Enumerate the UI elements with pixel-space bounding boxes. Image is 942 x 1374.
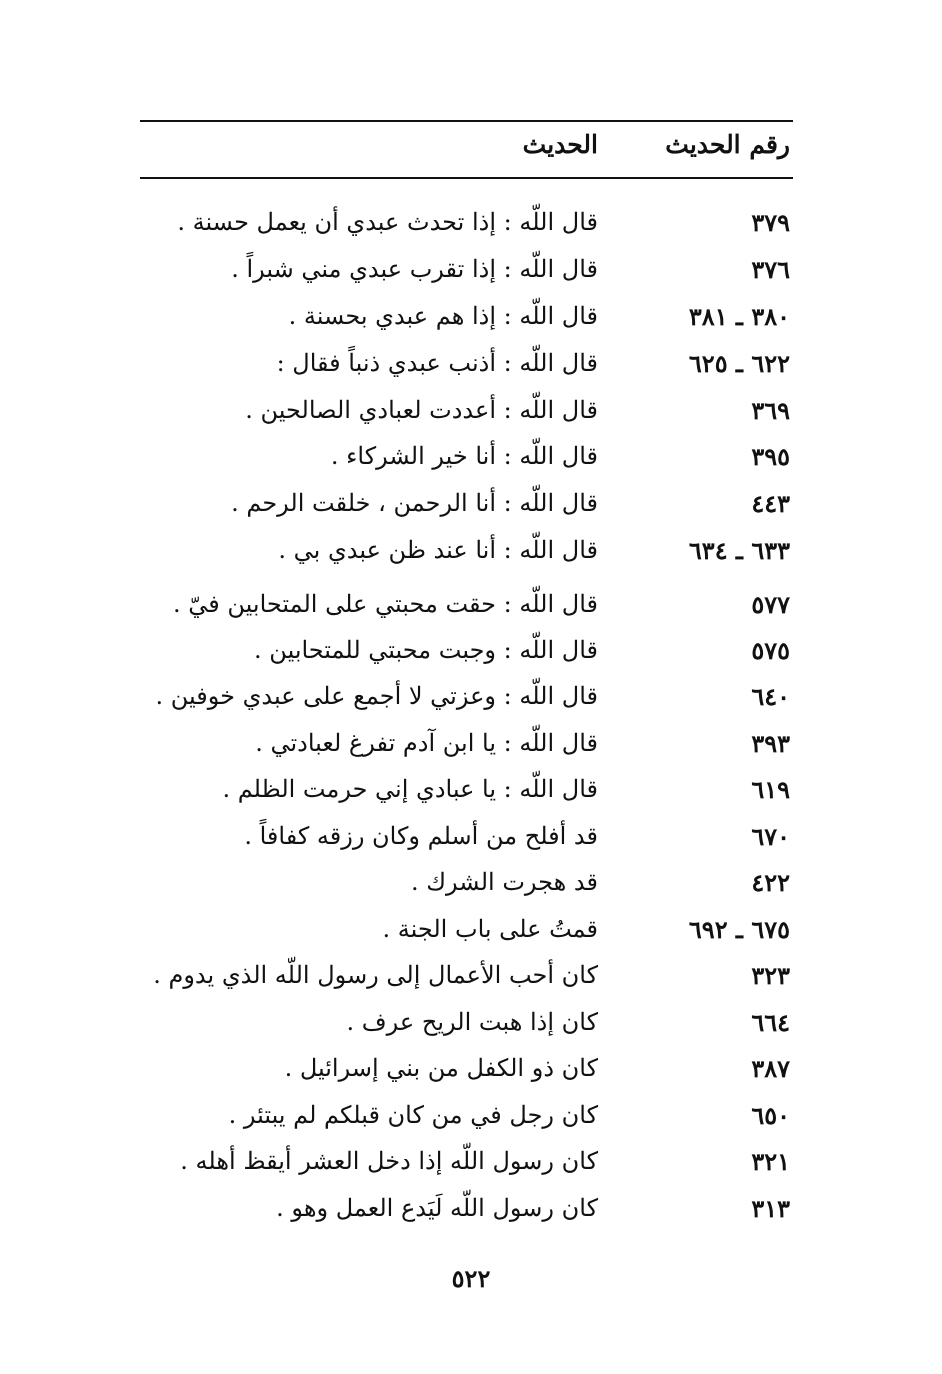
table-row xyxy=(140,1147,793,1187)
table-row xyxy=(140,396,793,436)
table-row xyxy=(140,442,793,482)
top-rule xyxy=(140,120,793,122)
table-row xyxy=(140,868,793,908)
table-row xyxy=(140,822,793,862)
hadith-number: ٣١٣ xyxy=(751,1194,790,1223)
hadith-number: ٦٢٢ ـ ٦٢٥ xyxy=(688,349,790,378)
hadith-text: كان أحب الأعمال إلى رسول اللّه الذي يدوم . xyxy=(153,961,598,989)
table-row xyxy=(140,1101,793,1141)
hadith-number: ٣٧٦ xyxy=(751,255,790,284)
hadith-number: ٤٢٢ xyxy=(751,868,790,897)
hadith-number: ٦٧٠ xyxy=(751,822,790,851)
hadith-text: قال اللّه : إذا هم عبدي بحسنة . xyxy=(288,302,598,330)
hadith-number: ٥٧٥ xyxy=(751,636,790,665)
hadith-text: قال اللّه : أذنب عبدي ذنباً فقال : xyxy=(276,349,598,377)
table-row xyxy=(140,1054,793,1094)
hadith-number: ٣٢٣ xyxy=(751,961,790,990)
table-row xyxy=(140,349,793,389)
hadith-text: قال اللّه : يا عبادي إني حرمت الظلم . xyxy=(222,775,598,803)
header-rule xyxy=(140,177,793,179)
hadith-text: قال اللّه : وعزتي لا أجمع على عبدي خوفين . xyxy=(155,682,598,710)
table-row xyxy=(140,1194,793,1234)
hadith-text: قال اللّه : أنا عند ظن عبدي بي . xyxy=(278,536,598,564)
hadith-text: قال اللّه : إذا تقرب عبدي مني شبراً . xyxy=(231,255,598,283)
hadith-number: ٦١٩ xyxy=(751,775,790,804)
hadith-number: ٣٧٩ xyxy=(751,208,790,237)
table-row xyxy=(140,636,793,676)
hadith-text: قال اللّه : أنا خير الشركاء . xyxy=(330,442,598,470)
hadith-text: قمتُ على باب الجنة . xyxy=(382,915,598,943)
table-row xyxy=(140,255,793,295)
hadith-text: كان رجل في من كان قبلكم لم يبتئر . xyxy=(228,1101,598,1129)
hadith-number: ٤٤٣ xyxy=(751,489,790,518)
hadith-text: قال اللّه : وجبت محبتي للمتحابين . xyxy=(254,636,598,664)
header-hadith: الحديث xyxy=(522,130,598,159)
hadith-number: ٦٤٠ xyxy=(751,682,790,711)
hadith-number: ٣٦٩ xyxy=(751,396,790,425)
table-row xyxy=(140,961,793,1001)
table-row xyxy=(140,489,793,529)
table-row xyxy=(140,208,793,248)
table-row xyxy=(140,1008,793,1048)
hadith-text: قال اللّه : حقت محبتي على المتحابين فيّ . xyxy=(173,590,598,618)
hadith-number: ٣٩٣ xyxy=(751,729,790,758)
hadith-text: كان ذو الكفل من بني إسرائيل . xyxy=(284,1054,598,1082)
hadith-number: ٦٧٥ ـ ٦٩٢ xyxy=(688,915,790,944)
hadith-text: قد هجرت الشرك . xyxy=(411,868,598,896)
header-hadith-number: رقم الحديث xyxy=(665,130,790,159)
hadith-text: كان رسول اللّه لَيَدع العمل وهو . xyxy=(276,1194,598,1222)
hadith-number: ٥٧٧ xyxy=(751,590,790,619)
hadith-number: ٦٦٤ xyxy=(751,1008,790,1037)
table-row xyxy=(140,302,793,342)
hadith-number: ٣٨٧ xyxy=(751,1054,790,1083)
hadith-number: ٣٢١ xyxy=(751,1147,790,1176)
hadith-number: ٣٨٠ ـ ٣٨١ xyxy=(688,302,790,331)
table-row xyxy=(140,536,793,576)
table-row xyxy=(140,729,793,769)
page-number: ٥٢٢ xyxy=(451,1264,491,1293)
table-row xyxy=(140,682,793,722)
hadith-text: كان إذا هبت الريح عرف . xyxy=(346,1008,598,1036)
table-row xyxy=(140,915,793,955)
hadith-text: قال اللّه : أنا الرحمن ، خلقت الرحم . xyxy=(231,489,598,517)
table-row xyxy=(140,775,793,815)
hadith-text: قد أفلح من أسلم وكان رزقه كفافاً . xyxy=(244,822,598,850)
hadith-number: ٦٣٣ ـ ٦٣٤ xyxy=(688,536,790,565)
table-row xyxy=(140,590,793,630)
hadith-text: كان رسول اللّه إذا دخل العشر أيقظ أهله . xyxy=(180,1147,598,1175)
hadith-text: قال اللّه : إذا تحدث عبدي أن يعمل حسنة . xyxy=(177,208,598,236)
hadith-number: ٣٩٥ xyxy=(751,442,790,471)
hadith-text: قال اللّه : يا ابن آدم تفرغ لعبادتي . xyxy=(255,729,598,757)
hadith-number: ٦٥٠ xyxy=(751,1101,790,1130)
hadith-text: قال اللّه : أعددت لعبادي الصالحين . xyxy=(245,396,598,424)
